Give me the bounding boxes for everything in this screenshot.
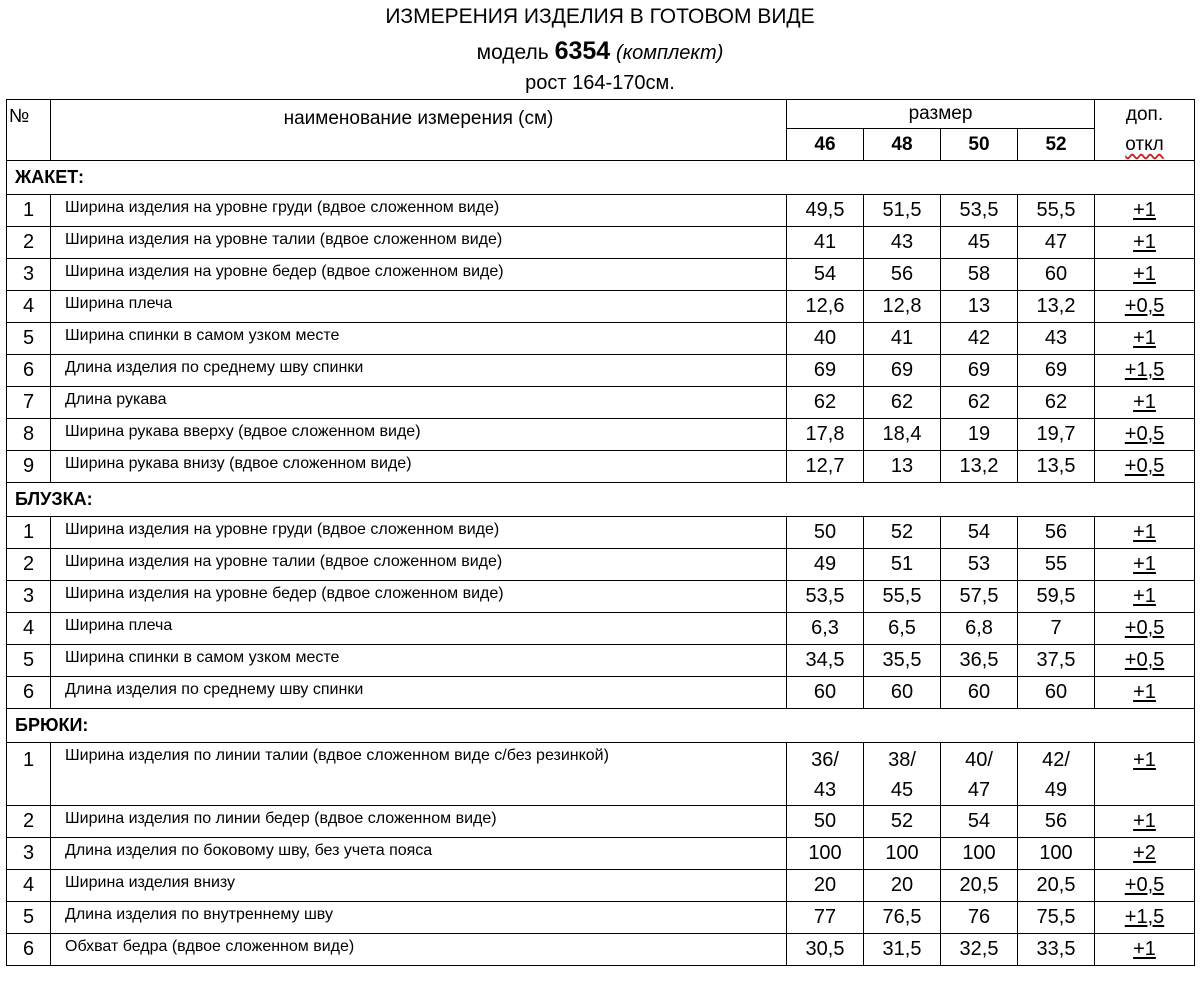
size-value-52: 75,5 bbox=[1018, 902, 1095, 934]
table-row bbox=[7, 677, 1195, 709]
row-number: 3 bbox=[7, 581, 51, 613]
size-value-50: 54 bbox=[941, 517, 1018, 549]
size-value-46: 6,3 bbox=[787, 613, 864, 645]
tolerance-value: +1 bbox=[1133, 585, 1156, 607]
measurement-name: Ширина изделия по линии талии (вдвое сложенном виде с/без резинкой) bbox=[51, 743, 787, 806]
size-value-48: 20 bbox=[864, 870, 941, 902]
measurement-name: Ширина изделия на уровне талии (вдвое сложенном виде) bbox=[51, 549, 787, 581]
header-tolerance-bottom: откл bbox=[1125, 134, 1164, 155]
tolerance-cell bbox=[1095, 613, 1195, 645]
tolerance-value: +0,5 bbox=[1124, 423, 1165, 445]
size-value-48: 13 bbox=[864, 451, 941, 483]
size-value-46: 50 bbox=[787, 806, 864, 838]
tolerance-value: +1 bbox=[1133, 553, 1156, 575]
size-value-46: 77 bbox=[787, 902, 864, 934]
measurement-name: Длина рукава bbox=[51, 387, 787, 419]
table-row bbox=[7, 291, 1195, 323]
measurements-table bbox=[6, 99, 1195, 966]
measurement-name: Ширина рукава внизу (вдвое сложенном виде) bbox=[51, 451, 787, 483]
size-value-52: 55 bbox=[1018, 549, 1095, 581]
tolerance-cell bbox=[1095, 902, 1195, 934]
table-row bbox=[7, 902, 1195, 934]
header-name: наименование измерения (см) bbox=[51, 100, 787, 161]
size-value-48: 56 bbox=[864, 259, 941, 291]
table-row bbox=[7, 419, 1195, 451]
row-number: 8 bbox=[7, 419, 51, 451]
size-value-52: 62 bbox=[1018, 387, 1095, 419]
size-value-52: 7 bbox=[1018, 613, 1095, 645]
table-row bbox=[7, 387, 1195, 419]
size-value-52: 55,5 bbox=[1018, 195, 1095, 227]
height-line: рост 164-170см. bbox=[525, 72, 675, 94]
header-size-50: 50 bbox=[941, 129, 1018, 161]
tolerance-value: +1 bbox=[1133, 681, 1156, 703]
tolerance-cell bbox=[1095, 677, 1195, 709]
tolerance-cell bbox=[1095, 870, 1195, 902]
tolerance-cell bbox=[1095, 451, 1195, 483]
model-line bbox=[0, 34, 1200, 70]
size-value-50: 62 bbox=[941, 387, 1018, 419]
tolerance-value: +1 bbox=[1133, 938, 1156, 960]
tolerance-cell bbox=[1095, 291, 1195, 323]
size-value-50: 54 bbox=[941, 806, 1018, 838]
size-value-48: 31,5 bbox=[864, 934, 941, 966]
size-value-52: 20,5 bbox=[1018, 870, 1095, 902]
size-value-48: 69 bbox=[864, 355, 941, 387]
size-value-46: 49,5 bbox=[787, 195, 864, 227]
size-value-46: 30,5 bbox=[787, 934, 864, 966]
size-value-50: 13,2 bbox=[941, 451, 1018, 483]
tolerance-value: +1 bbox=[1133, 391, 1156, 413]
size-value-52: 56 bbox=[1018, 806, 1095, 838]
size-value-52: 33,5 bbox=[1018, 934, 1095, 966]
row-number: 4 bbox=[7, 870, 51, 902]
size-value-52: 100 bbox=[1018, 838, 1095, 870]
size-value-48: 12,8 bbox=[864, 291, 941, 323]
tolerance-value: +1 bbox=[1133, 231, 1156, 253]
tolerance-cell bbox=[1095, 387, 1195, 419]
size-value-50: 58 bbox=[941, 259, 1018, 291]
size-value-52: 13,5 bbox=[1018, 451, 1095, 483]
size-value-50: 57,5 bbox=[941, 581, 1018, 613]
model-suffix: (комплект) bbox=[616, 42, 724, 64]
tolerance-cell bbox=[1095, 227, 1195, 259]
section-title: БЛУЗКА: bbox=[7, 483, 1195, 517]
tolerance-value: +0,5 bbox=[1124, 617, 1165, 639]
row-number: 6 bbox=[7, 677, 51, 709]
tolerance-cell bbox=[1095, 355, 1195, 387]
table-row bbox=[7, 227, 1195, 259]
tolerance-value: +1 bbox=[1133, 199, 1156, 221]
table-row bbox=[7, 517, 1195, 549]
size-value-50: 40/ 47 bbox=[941, 743, 1018, 806]
size-value-50: 13 bbox=[941, 291, 1018, 323]
table-row bbox=[7, 259, 1195, 291]
tolerance-value: +0,5 bbox=[1124, 455, 1165, 477]
size-value-46: 100 bbox=[787, 838, 864, 870]
measurement-name: Ширина плеча bbox=[51, 613, 787, 645]
model-prefix: модель bbox=[476, 41, 549, 64]
row-number: 3 bbox=[7, 259, 51, 291]
measurement-name: Ширина изделия на уровне груди (вдвое сложенном виде) bbox=[51, 517, 787, 549]
size-value-48: 51 bbox=[864, 549, 941, 581]
size-value-48: 38/ 45 bbox=[864, 743, 941, 806]
size-value-52: 69 bbox=[1018, 355, 1095, 387]
measurement-name: Длина изделия по среднему шву спинки bbox=[51, 677, 787, 709]
row-number: 6 bbox=[7, 934, 51, 966]
header-size: размер bbox=[787, 100, 1095, 129]
size-value-46: 41 bbox=[787, 227, 864, 259]
measurement-name: Ширина плеча bbox=[51, 291, 787, 323]
row-number: 5 bbox=[7, 902, 51, 934]
measurement-name: Ширина изделия на уровне бедер (вдвое сложенном виде) bbox=[51, 259, 787, 291]
tolerance-cell bbox=[1095, 743, 1195, 806]
measurement-name: Ширина спинки в самом узком месте bbox=[51, 323, 787, 355]
size-value-48: 76,5 bbox=[864, 902, 941, 934]
measurement-name: Длина изделия по внутреннему шву bbox=[51, 902, 787, 934]
size-value-48: 60 bbox=[864, 677, 941, 709]
size-value-52: 13,2 bbox=[1018, 291, 1095, 323]
tolerance-value: +1 bbox=[1133, 327, 1156, 349]
tolerance-cell bbox=[1095, 517, 1195, 549]
size-value-48: 52 bbox=[864, 517, 941, 549]
size-value-48: 62 bbox=[864, 387, 941, 419]
tolerance-value: +1 bbox=[1133, 810, 1156, 832]
measurement-name: Ширина изделия на уровне груди (вдвое сложенном виде) bbox=[51, 195, 787, 227]
model-number: 6354 bbox=[554, 37, 611, 65]
size-value-46: 17,8 bbox=[787, 419, 864, 451]
size-value-48: 35,5 bbox=[864, 645, 941, 677]
size-value-50: 53,5 bbox=[941, 195, 1018, 227]
table-row bbox=[7, 323, 1195, 355]
size-value-50: 36,5 bbox=[941, 645, 1018, 677]
tolerance-cell bbox=[1095, 259, 1195, 291]
header-tolerance bbox=[1095, 100, 1195, 161]
tolerance-value: +1 bbox=[1133, 263, 1156, 285]
measurement-name: Длина изделия по боковому шву, без учета пояса bbox=[51, 838, 787, 870]
tolerance-cell bbox=[1095, 323, 1195, 355]
table-row bbox=[7, 549, 1195, 581]
table-row bbox=[7, 195, 1195, 227]
size-value-52: 60 bbox=[1018, 677, 1095, 709]
header-num: № bbox=[7, 100, 51, 161]
size-value-52: 59,5 bbox=[1018, 581, 1095, 613]
size-value-50: 60 bbox=[941, 677, 1018, 709]
row-number: 7 bbox=[7, 387, 51, 419]
tolerance-cell bbox=[1095, 549, 1195, 581]
size-value-50: 53 bbox=[941, 549, 1018, 581]
tolerance-value: +2 bbox=[1133, 842, 1156, 864]
table-row bbox=[7, 355, 1195, 387]
tolerance-value: +0,5 bbox=[1124, 649, 1165, 671]
tolerance-cell bbox=[1095, 419, 1195, 451]
size-value-48: 18,4 bbox=[864, 419, 941, 451]
table-header-row-1 bbox=[7, 100, 1195, 129]
row-number: 4 bbox=[7, 613, 51, 645]
header-size-52: 52 bbox=[1018, 129, 1095, 161]
tolerance-cell bbox=[1095, 806, 1195, 838]
size-value-52: 19,7 bbox=[1018, 419, 1095, 451]
size-value-46: 50 bbox=[787, 517, 864, 549]
section-title: БРЮКИ: bbox=[7, 709, 1195, 743]
table-row bbox=[7, 451, 1195, 483]
measurement-name: Длина изделия по среднему шву спинки bbox=[51, 355, 787, 387]
size-value-50: 45 bbox=[941, 227, 1018, 259]
size-value-50: 76 bbox=[941, 902, 1018, 934]
tolerance-value: +0,5 bbox=[1124, 874, 1165, 896]
table-row bbox=[7, 645, 1195, 677]
header-size-48: 48 bbox=[864, 129, 941, 161]
size-value-50: 6,8 bbox=[941, 613, 1018, 645]
size-value-46: 40 bbox=[787, 323, 864, 355]
row-number: 6 bbox=[7, 355, 51, 387]
size-value-46: 60 bbox=[787, 677, 864, 709]
tolerance-cell bbox=[1095, 645, 1195, 677]
size-value-48: 100 bbox=[864, 838, 941, 870]
measurement-name: Ширина изделия на уровне бедер (вдвое сложенном виде) bbox=[51, 581, 787, 613]
table-row bbox=[7, 613, 1195, 645]
size-value-46: 12,7 bbox=[787, 451, 864, 483]
row-number: 9 bbox=[7, 451, 51, 483]
size-value-46: 53,5 bbox=[787, 581, 864, 613]
size-value-46: 49 bbox=[787, 549, 864, 581]
measurement-name: Ширина изделия внизу bbox=[51, 870, 787, 902]
tolerance-value: +1,5 bbox=[1124, 359, 1165, 381]
size-value-46: 34,5 bbox=[787, 645, 864, 677]
size-value-52: 47 bbox=[1018, 227, 1095, 259]
size-value-50: 100 bbox=[941, 838, 1018, 870]
section-title: ЖАКЕТ: bbox=[7, 161, 1195, 195]
section-row bbox=[7, 161, 1195, 195]
table-row bbox=[7, 838, 1195, 870]
tolerance-value: +0,5 bbox=[1124, 295, 1165, 317]
measurement-name: Ширина изделия на уровне талии (вдвое сложенном виде) bbox=[51, 227, 787, 259]
size-value-48: 6,5 bbox=[864, 613, 941, 645]
size-value-46: 62 bbox=[787, 387, 864, 419]
size-value-46: 20 bbox=[787, 870, 864, 902]
tolerance-cell bbox=[1095, 838, 1195, 870]
row-number: 1 bbox=[7, 517, 51, 549]
size-value-48: 43 bbox=[864, 227, 941, 259]
size-value-48: 41 bbox=[864, 323, 941, 355]
table-row bbox=[7, 934, 1195, 966]
size-value-52: 60 bbox=[1018, 259, 1095, 291]
tolerance-value: +1,5 bbox=[1124, 906, 1165, 928]
size-value-46: 36/ 43 bbox=[787, 743, 864, 806]
table-row bbox=[7, 581, 1195, 613]
size-value-48: 51,5 bbox=[864, 195, 941, 227]
row-number: 5 bbox=[7, 645, 51, 677]
row-number: 5 bbox=[7, 323, 51, 355]
header-size-46: 46 bbox=[787, 129, 864, 161]
measurement-name: Ширина изделия по линии бедер (вдвое сложенном виде) bbox=[51, 806, 787, 838]
row-number: 2 bbox=[7, 806, 51, 838]
row-number: 2 bbox=[7, 227, 51, 259]
size-value-50: 42 bbox=[941, 323, 1018, 355]
table-row bbox=[7, 870, 1195, 902]
size-value-52: 42/ 49 bbox=[1018, 743, 1095, 806]
tolerance-value: +1 bbox=[1133, 521, 1156, 543]
row-number: 1 bbox=[7, 195, 51, 227]
row-number: 3 bbox=[7, 838, 51, 870]
size-value-50: 20,5 bbox=[941, 870, 1018, 902]
size-value-52: 56 bbox=[1018, 517, 1095, 549]
size-value-46: 69 bbox=[787, 355, 864, 387]
size-value-52: 37,5 bbox=[1018, 645, 1095, 677]
size-value-48: 52 bbox=[864, 806, 941, 838]
row-number: 1 bbox=[7, 743, 51, 806]
section-row bbox=[7, 709, 1195, 743]
document-header bbox=[0, 0, 1200, 96]
row-number: 2 bbox=[7, 549, 51, 581]
size-value-46: 12,6 bbox=[787, 291, 864, 323]
size-value-50: 69 bbox=[941, 355, 1018, 387]
tolerance-cell bbox=[1095, 934, 1195, 966]
header-tolerance-top: доп. bbox=[1125, 104, 1164, 125]
section-row bbox=[7, 483, 1195, 517]
size-value-50: 32,5 bbox=[941, 934, 1018, 966]
document-title: ИЗМЕРЕНИЯ ИЗДЕЛИЯ В ГОТОВОМ ВИДЕ bbox=[385, 5, 815, 28]
size-value-48: 55,5 bbox=[864, 581, 941, 613]
measurement-name: Обхват бедра (вдвое сложенном виде) bbox=[51, 934, 787, 966]
size-value-52: 43 bbox=[1018, 323, 1095, 355]
measurement-name: Ширина спинки в самом узком месте bbox=[51, 645, 787, 677]
table-row bbox=[7, 806, 1195, 838]
measurement-name: Ширина рукава вверху (вдвое сложенном виде) bbox=[51, 419, 787, 451]
size-value-50: 19 bbox=[941, 419, 1018, 451]
table-row bbox=[7, 743, 1195, 806]
size-value-46: 54 bbox=[787, 259, 864, 291]
tolerance-cell bbox=[1095, 195, 1195, 227]
tolerance-cell bbox=[1095, 581, 1195, 613]
row-number: 4 bbox=[7, 291, 51, 323]
tolerance-value: +1 bbox=[1133, 749, 1156, 771]
